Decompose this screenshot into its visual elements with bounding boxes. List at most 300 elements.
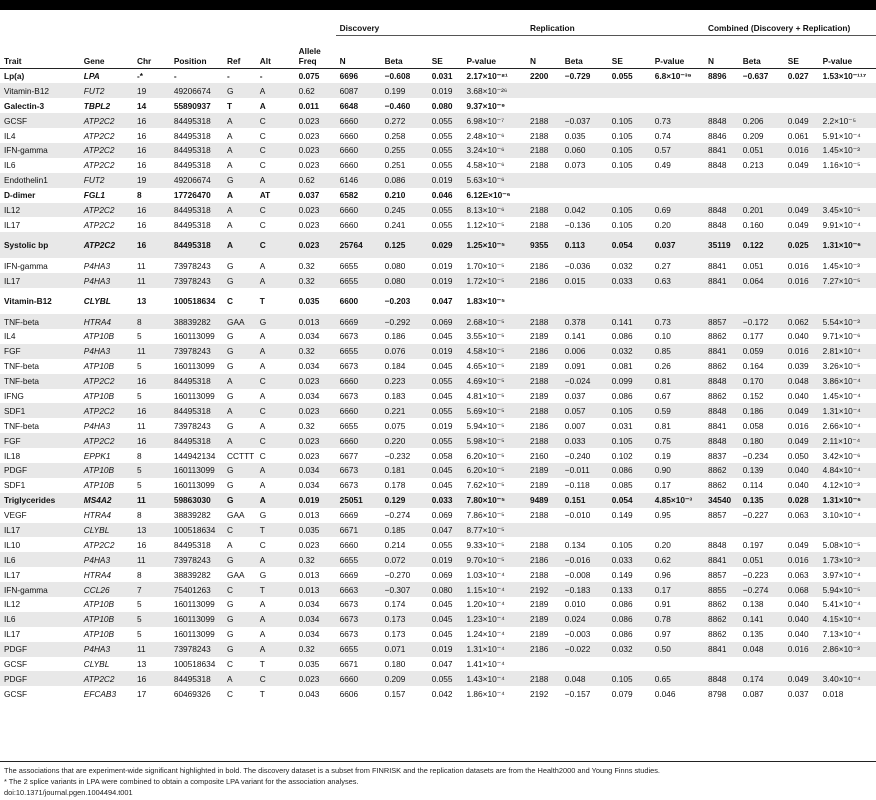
- cell-disc-beta: −0.232: [384, 450, 411, 461]
- cell-alt: C: [259, 219, 266, 230]
- cell-comb-pvalue: [819, 288, 876, 314]
- cell-chr: -*: [137, 71, 143, 82]
- cell-disc-se: 0.045: [431, 599, 453, 610]
- cell-alt: G: [256, 314, 295, 329]
- cell-allele-freq: 0.023: [295, 433, 336, 448]
- cell-comb-pvalue: 2.86×10⁻³: [819, 642, 876, 657]
- cell-rep-se: 0.099: [608, 374, 651, 389]
- cell-position: 55890937: [173, 100, 211, 111]
- cell-comb-se: [784, 83, 819, 98]
- cell-trait: PDGF: [0, 671, 80, 686]
- cell-trait: IL4: [4, 331, 16, 342]
- cell-disc-pvalue: 1.12×10⁻⁵: [466, 219, 505, 230]
- cell-ref: G: [223, 83, 256, 98]
- cell-rep-se: 0.054: [608, 232, 651, 258]
- cell-comb-beta: −0.234: [742, 450, 769, 461]
- cell-comb-beta: 0.087: [742, 688, 764, 699]
- cell-disc-beta: 0.185: [381, 523, 428, 538]
- cell-disc-se: 0.055: [428, 113, 463, 128]
- cell-comb-beta: 0.051: [739, 552, 784, 567]
- cell-comb-se: 0.063: [787, 569, 809, 580]
- cell-allele-freq: 0.32: [295, 344, 336, 359]
- cell-disc-se: 0.055: [431, 539, 453, 550]
- cell-comb-beta: −0.227: [742, 510, 769, 521]
- cell-alt: A: [259, 390, 266, 401]
- cell-comb-se: [784, 173, 819, 188]
- col-header-disc-n: N: [336, 36, 381, 69]
- cell-chr: 14: [137, 100, 147, 111]
- cell-alt: C: [256, 232, 295, 258]
- cell-disc-se: 0.055: [428, 143, 463, 158]
- col-header-comb-beta: Beta: [739, 36, 784, 69]
- table-row: [0, 158, 876, 173]
- cell-rep-beta: 0.006: [561, 344, 608, 359]
- cell-rep-se: 0.086: [611, 599, 633, 610]
- cell-comb-beta: 0.180: [739, 433, 784, 448]
- cell-gene: ATP10B: [80, 463, 133, 478]
- cell-gene: LPA: [83, 71, 100, 82]
- cell-comb-n: 8862: [708, 390, 727, 401]
- cell-position: 100518634: [173, 659, 216, 669]
- cell-trait: TNF-beta: [4, 361, 40, 372]
- cell-disc-pvalue: 2.17×10⁻⁸¹: [466, 71, 508, 82]
- cell-trait: VEGF: [4, 510, 27, 521]
- cell-disc-pvalue: 3.68×10⁻²⁶: [462, 83, 525, 98]
- cell-rep-beta: 0.033: [561, 433, 608, 448]
- cell-rep-pvalue: [651, 523, 704, 538]
- table-row: [0, 374, 876, 389]
- cell-comb-n: 8862: [708, 480, 727, 491]
- cell-comb-pvalue: [819, 523, 876, 538]
- cell-rep-pvalue: [651, 188, 704, 203]
- cell-rep-pvalue: 0.57: [651, 143, 704, 158]
- cell-comb-pvalue: 1.45×10⁻³: [819, 143, 876, 158]
- cell-disc-beta: 0.180: [384, 659, 406, 669]
- cell-rep-se: 0.105: [611, 219, 633, 230]
- cell-rep-se: [608, 657, 651, 672]
- cell-disc-beta: −0.203: [384, 296, 411, 307]
- cell-rep-beta: −0.037: [561, 113, 608, 128]
- cell-trait: Lp(a): [4, 71, 25, 82]
- cell-disc-beta: −0.307: [381, 582, 428, 597]
- cell-disc-pvalue: 4.58×10⁻⁵: [462, 344, 525, 359]
- cell-disc-beta: 0.199: [381, 83, 428, 98]
- cell-disc-pvalue: 7.86×10⁻⁵: [466, 510, 505, 521]
- cell-position: 160113099: [173, 331, 215, 342]
- cell-alt: T: [259, 659, 265, 669]
- cell-rep-n: 2186: [529, 260, 549, 271]
- cell-comb-pvalue: 2.81×10⁻⁴: [819, 344, 876, 359]
- cell-comb-beta: [739, 288, 784, 314]
- cell-disc-se: 0.045: [431, 361, 453, 372]
- cell-comb-n: 8862: [708, 331, 727, 342]
- cell-ref: G: [227, 331, 234, 342]
- cell-rep-beta: 0.091: [564, 361, 586, 372]
- cell-comb-beta: 0.135: [739, 493, 784, 508]
- cell-rep-pvalue: 0.10: [654, 331, 671, 342]
- cell-chr: 11: [133, 493, 170, 508]
- cell-rep-n: 2188: [526, 203, 561, 218]
- cell-disc-n: 6669: [339, 569, 359, 580]
- cell-rep-se: 0.149: [611, 569, 633, 580]
- cell-rep-beta: [561, 657, 608, 672]
- cell-disc-n: 6660: [339, 160, 359, 171]
- cell-rep-beta: [561, 98, 608, 113]
- cell-chr: 11: [133, 344, 170, 359]
- cell-position: 75401263: [170, 582, 223, 597]
- col-header-trait: Trait: [0, 36, 80, 69]
- cell-trait: GCSF: [0, 113, 80, 128]
- col-header-disc-se: SE: [428, 36, 463, 69]
- cell-disc-se: 0.045: [431, 331, 453, 342]
- cell-rep-pvalue: 0.59: [651, 403, 704, 418]
- cell-comb-se: 0.061: [787, 130, 809, 141]
- cell-comb-beta: −0.172: [739, 314, 784, 329]
- cell-disc-n: 6087: [336, 83, 381, 98]
- cell-chr: 16: [137, 130, 147, 141]
- cell-disc-beta: 0.086: [381, 173, 428, 188]
- cell-comb-se: 0.040: [787, 480, 809, 491]
- cell-comb-se: 0.016: [784, 552, 819, 567]
- table-row: [0, 567, 876, 582]
- cell-position: 160113099: [173, 390, 215, 401]
- cell-rep-pvalue: 0.19: [654, 450, 671, 461]
- cell-allele-freq: 0.043: [298, 688, 320, 699]
- cell-allele-freq: 0.023: [295, 403, 336, 418]
- table-row: [0, 344, 876, 359]
- cell-comb-se: 0.016: [784, 273, 819, 288]
- cell-alt: A: [256, 493, 295, 508]
- cell-rep-pvalue: 4.85×10⁻³: [651, 493, 704, 508]
- cell-gene: ATP2C2: [83, 539, 115, 550]
- cell-allele-freq: 0.023: [295, 232, 336, 258]
- cell-comb-beta: [739, 98, 784, 113]
- cell-disc-n: 6660: [336, 113, 381, 128]
- cell-chr: 5: [137, 390, 142, 401]
- cell-disc-pvalue: 1.31×10⁻⁴: [462, 642, 525, 657]
- cell-rep-se: 0.055: [611, 71, 633, 82]
- cell-chr: 16: [137, 160, 147, 171]
- cell-trait: IL12: [4, 599, 21, 610]
- cell-disc-n: 6655: [336, 344, 381, 359]
- cell-disc-n: 6146: [336, 173, 381, 188]
- cell-chr: 11: [133, 642, 170, 657]
- cell-rep-n: 2186: [526, 273, 561, 288]
- cell-rep-se: 0.133: [608, 582, 651, 597]
- cell-rep-n: 2189: [526, 463, 561, 478]
- cell-allele-freq: 0.037: [298, 190, 320, 201]
- cell-alt: T: [256, 523, 295, 538]
- cell-allele-freq: 0.023: [298, 539, 320, 550]
- cell-position: 84495318: [170, 374, 223, 389]
- cell-comb-pvalue: 1.31×10⁻⁴: [819, 403, 876, 418]
- cell-gene: ATP2C2: [80, 671, 133, 686]
- cell-rep-n: 2192: [529, 688, 549, 699]
- cell-comb-se: [784, 657, 819, 672]
- cell-rep-se: 0.085: [611, 480, 633, 491]
- cell-ref: G: [227, 480, 234, 491]
- cell-rep-beta: −0.729: [564, 71, 591, 82]
- cell-ref: A: [227, 219, 233, 230]
- cell-ref: G: [223, 493, 256, 508]
- cell-trait: TNF-beta: [4, 420, 40, 431]
- cell-disc-beta: 0.076: [381, 344, 428, 359]
- cell-gene: EFCAB3: [83, 688, 117, 699]
- cell-allele-freq: 0.62: [295, 83, 336, 98]
- cell-comb-beta: 0.177: [742, 331, 764, 342]
- cell-alt: A: [259, 420, 266, 431]
- cell-comb-beta: 0.164: [742, 361, 764, 372]
- cell-comb-se: [784, 98, 819, 113]
- cell-disc-beta: 0.071: [381, 642, 428, 657]
- cell-ref: C: [223, 582, 256, 597]
- cell-allele-freq: 0.034: [298, 629, 320, 640]
- cell-allele-freq: 0.035: [295, 523, 336, 538]
- cell-allele-freq: 0.023: [295, 143, 336, 158]
- cell-comb-beta: 0.139: [739, 463, 784, 478]
- cell-rep-pvalue: [651, 173, 704, 188]
- cell-rep-n: 2188: [526, 403, 561, 418]
- cell-rep-beta: 0.060: [561, 143, 608, 158]
- cell-alt: C: [256, 203, 295, 218]
- cell-rep-pvalue: 0.17: [654, 480, 671, 491]
- cell-disc-n: 6669: [336, 314, 381, 329]
- cell-trait: IL12: [0, 203, 80, 218]
- cell-comb-n: 8862: [708, 361, 727, 372]
- cell-comb-pvalue: 3.45×10⁻⁵: [819, 203, 876, 218]
- cell-rep-pvalue: 0.90: [651, 463, 704, 478]
- col-header-rep-beta: Beta: [561, 36, 608, 69]
- cell-rep-pvalue: 0.75: [651, 433, 704, 448]
- cell-disc-n: 6673: [339, 599, 359, 610]
- cell-comb-se: 0.040: [787, 599, 809, 610]
- cell-comb-se: 0.039: [787, 361, 809, 372]
- cell-disc-beta: 0.241: [384, 219, 406, 230]
- cell-alt: A: [259, 629, 266, 640]
- cell-disc-pvalue: 6.12E×10⁻⁶: [466, 190, 511, 201]
- cell-rep-pvalue: 0.50: [651, 642, 704, 657]
- cell-trait: Endothelin1: [0, 173, 80, 188]
- cell-position: 38839282: [173, 510, 211, 521]
- cell-rep-pvalue: 0.81: [654, 420, 671, 431]
- cell-disc-se: 0.047: [431, 296, 453, 307]
- cell-comb-n: 8857: [704, 314, 739, 329]
- cell-ref: A: [223, 374, 256, 389]
- col-header-allele-freq: Allele Freq: [295, 36, 336, 69]
- cell-disc-se: 0.047: [428, 523, 463, 538]
- table-row: [0, 463, 876, 478]
- cell-disc-beta: 0.075: [384, 420, 406, 431]
- cell-rep-n: [526, 188, 561, 203]
- cell-gene: ATP2C2: [80, 403, 133, 418]
- cell-chr: 8: [137, 190, 142, 201]
- cell-chr: 8: [137, 569, 142, 580]
- table-row: [0, 448, 876, 463]
- group-combined: Combined (Discovery + Replication): [704, 20, 876, 36]
- cell-chr: 5: [133, 463, 170, 478]
- cell-position: 160113099: [173, 361, 215, 372]
- cell-chr: 5: [137, 599, 142, 610]
- cell-comb-n: 8848: [704, 203, 739, 218]
- cell-disc-se: 0.019: [428, 273, 463, 288]
- cell-disc-se: 0.042: [431, 688, 453, 699]
- cell-gene: TBPL2: [83, 100, 111, 111]
- cell-disc-n: 6673: [339, 331, 359, 342]
- cell-comb-pvalue: 2.66×10⁻⁴: [822, 420, 861, 431]
- cell-ref: A: [227, 130, 233, 141]
- cell-rep-pvalue: 0.91: [654, 599, 671, 610]
- cell-gene: ATP10B: [83, 599, 115, 610]
- cell-ref: G: [227, 599, 234, 610]
- cell-chr: 5: [137, 480, 142, 491]
- cell-comb-beta: [739, 523, 784, 538]
- cell-disc-se: 0.069: [431, 510, 453, 521]
- cell-chr: 11: [137, 260, 146, 271]
- table-row: [0, 523, 876, 538]
- cell-comb-n: 8848: [704, 403, 739, 418]
- cell-gene: ATP10B: [83, 629, 115, 640]
- cell-disc-pvalue: 1.15×10⁻⁴: [462, 582, 525, 597]
- cell-comb-n: 8848: [708, 219, 727, 230]
- table-row: [0, 389, 876, 404]
- cell-disc-se: 0.046: [431, 190, 453, 201]
- cell-allele-freq: 0.023: [298, 450, 320, 461]
- cell-disc-n: 6655: [336, 642, 381, 657]
- cell-gene: ATP10B: [80, 612, 133, 627]
- cell-comb-beta: 0.170: [739, 374, 784, 389]
- cell-comb-n: 8841: [704, 344, 739, 359]
- cell-comb-pvalue: 5.54×10⁻³: [819, 314, 876, 329]
- cell-gene: ATP2C2: [80, 232, 133, 258]
- cell-rep-pvalue: 0.27: [654, 260, 671, 271]
- cell-alt: A: [256, 173, 295, 188]
- cell-position: 73978243: [173, 260, 211, 271]
- cell-rep-beta: −0.036: [564, 260, 591, 271]
- cell-rep-beta: −0.024: [561, 374, 608, 389]
- cell-comb-se: 0.049: [787, 219, 809, 230]
- cell-trait: IL6: [4, 160, 16, 171]
- cell-ref: G: [227, 361, 234, 372]
- cell-rep-se: 0.105: [608, 113, 651, 128]
- cell-gene: ATP10B: [83, 480, 115, 491]
- cell-disc-n: 6660: [336, 433, 381, 448]
- cell-disc-beta: 0.184: [384, 361, 406, 372]
- cell-trait: TNF-beta: [0, 374, 80, 389]
- cell-alt: A: [256, 642, 295, 657]
- table-row: [0, 359, 876, 374]
- cell-alt: T: [259, 296, 265, 307]
- cell-disc-n: 6660: [339, 219, 359, 230]
- cell-ref: C: [227, 688, 234, 699]
- cell-allele-freq: 0.013: [295, 314, 336, 329]
- cell-rep-se: 0.054: [608, 493, 651, 508]
- cell-disc-pvalue: 2.68×10⁻⁵: [462, 314, 525, 329]
- cell-trait: SDF1: [0, 403, 80, 418]
- cell-allele-freq: 0.023: [295, 374, 336, 389]
- cell-allele-freq: 0.013: [298, 510, 320, 521]
- cell-alt: A: [259, 260, 266, 271]
- cell-rep-pvalue: 0.85: [651, 344, 704, 359]
- cell-alt: A: [256, 344, 295, 359]
- cell-allele-freq: 0.023: [295, 113, 336, 128]
- cell-allele-freq: 0.023: [298, 130, 320, 141]
- group-replication: Replication: [526, 20, 704, 36]
- cell-rep-beta: 0.134: [564, 539, 586, 550]
- cell-allele-freq: 0.019: [295, 493, 336, 508]
- cell-disc-se: 0.055: [428, 403, 463, 418]
- cell-rep-se: 0.105: [608, 433, 651, 448]
- cell-rep-se: [608, 288, 651, 314]
- cell-comb-pvalue: 9.71×10⁻⁶: [822, 331, 861, 342]
- cell-trait: IL6: [0, 552, 80, 567]
- cell-gene: FUT2: [80, 173, 133, 188]
- col-header-rep-se: SE: [608, 36, 651, 69]
- cell-disc-beta: 0.174: [384, 599, 406, 610]
- cell-allele-freq: 0.023: [295, 203, 336, 218]
- cell-position: 17726470: [173, 190, 211, 201]
- cell-rep-se: 0.086: [608, 612, 651, 627]
- cell-rep-n: [526, 98, 561, 113]
- cell-rep-n: [526, 288, 561, 314]
- cell-position: 84495318: [173, 539, 211, 550]
- cell-allele-freq: 0.034: [298, 331, 320, 342]
- cell-comb-pvalue: 5.08×10⁻⁵: [822, 539, 861, 550]
- cell-disc-beta: 0.223: [381, 374, 428, 389]
- cell-alt: A: [259, 331, 266, 342]
- cell-comb-se: 0.027: [787, 71, 809, 82]
- cell-comb-beta: 0.048: [739, 642, 784, 657]
- cell-ref: A: [223, 232, 256, 258]
- cell-alt: A: [259, 599, 266, 610]
- cell-rep-se: 0.032: [611, 260, 633, 271]
- cell-disc-n: 6582: [339, 190, 359, 201]
- table-row: [0, 314, 876, 329]
- bottom-rule: [0, 761, 876, 762]
- cell-alt: C: [256, 143, 295, 158]
- cell-trait: Triglycerides: [0, 493, 80, 508]
- cell-disc-beta: 0.258: [384, 130, 406, 141]
- cell-gene: ATP2C2: [80, 203, 133, 218]
- cell-comb-beta: 0.051: [742, 260, 764, 271]
- cell-trait: Galectin-3: [4, 100, 45, 111]
- cell-gene: ATP2C2: [80, 433, 133, 448]
- cell-comb-pvalue: 2.2×10⁻⁵: [819, 113, 876, 128]
- cell-disc-se: 0.055: [431, 160, 453, 171]
- cell-disc-pvalue: 9.70×10⁻⁵: [462, 552, 525, 567]
- cell-chr: 13: [133, 523, 170, 538]
- cell-comb-n: 8846: [708, 130, 727, 141]
- cell-comb-se: 0.049: [784, 203, 819, 218]
- cell-gene: ATP10B: [83, 390, 115, 401]
- cell-trait: Vitamin-B12: [4, 296, 52, 307]
- cell-rep-pvalue: 0.62: [651, 552, 704, 567]
- cell-rep-beta: −0.011: [561, 463, 608, 478]
- cell-comb-beta: 0.174: [739, 671, 784, 686]
- cell-allele-freq: 0.32: [295, 642, 336, 657]
- cell-disc-beta: 0.210: [384, 190, 406, 201]
- cell-ref: G: [227, 260, 234, 271]
- cell-position: 160113099: [170, 612, 223, 627]
- cell-gene: P4HA3: [83, 260, 111, 271]
- cell-disc-n: 6600: [339, 296, 359, 307]
- cell-comb-se: 0.048: [784, 374, 819, 389]
- cell-disc-pvalue: 7.62×10⁻⁵: [466, 480, 505, 491]
- cell-disc-beta: 0.125: [381, 232, 428, 258]
- cell-ref: G: [223, 344, 256, 359]
- cell-rep-beta: −0.183: [561, 582, 608, 597]
- cell-comb-n: 8848: [704, 113, 739, 128]
- cell-chr: 8: [137, 450, 142, 461]
